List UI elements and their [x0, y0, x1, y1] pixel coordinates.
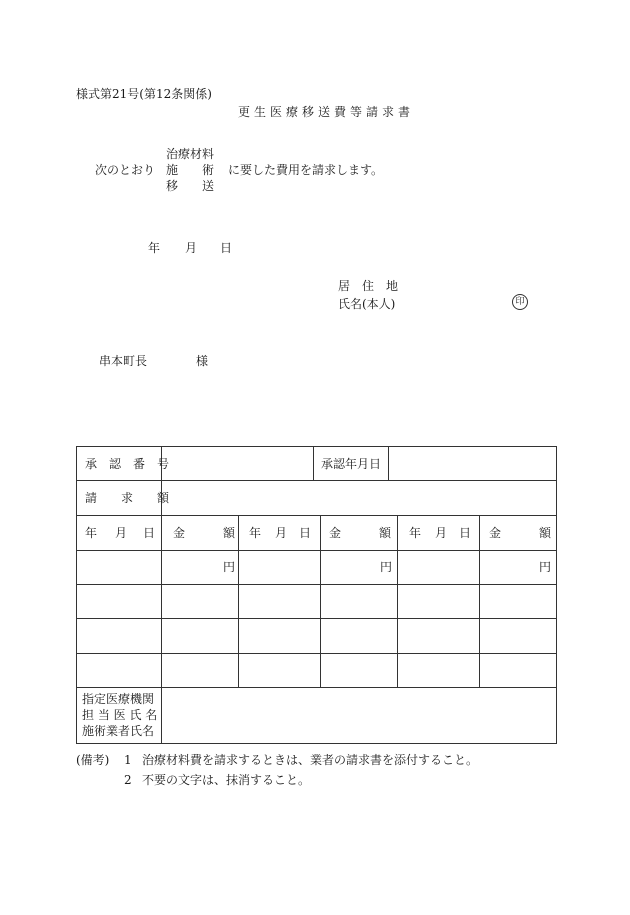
- table-rule: [77, 687, 556, 688]
- table-rule: [77, 480, 556, 481]
- table-rule: [313, 447, 314, 480]
- intro-option-materials: 治療材料: [166, 147, 215, 161]
- address-label: 居 住 地: [338, 279, 399, 293]
- col-month-1: 月: [115, 526, 128, 540]
- col-year-2: 年: [249, 526, 262, 540]
- note-2-number: 2: [124, 773, 132, 787]
- col-amount-3a: 金: [489, 526, 502, 540]
- table-rule: [388, 447, 389, 480]
- date-year-label: 年: [148, 241, 161, 255]
- col-day-3: 日: [459, 526, 472, 540]
- col-day-2: 日: [299, 526, 312, 540]
- date-month-label: 月: [185, 241, 198, 255]
- table-rule: [238, 515, 239, 687]
- table-rule: [77, 584, 556, 585]
- claim-table: [76, 446, 557, 744]
- yen-unit-1: 円: [223, 560, 236, 574]
- table-rule: [77, 653, 556, 654]
- name-label: 氏名(本人): [338, 297, 396, 311]
- form-title: 更生医療移送費等請求書: [238, 105, 415, 119]
- table-rule: [77, 550, 556, 551]
- addressee-honorific: 様: [196, 354, 209, 368]
- note-1-text: 治療材料費を請求するときは、業者の請求書を添付すること。: [142, 753, 479, 767]
- intro-prefix: 次のとおり: [95, 163, 156, 177]
- col-month-3: 月: [435, 526, 448, 540]
- approval-date-label: 承認年月日: [321, 457, 382, 471]
- col-year-1: 年: [85, 526, 98, 540]
- note-1-number: 1: [124, 753, 132, 767]
- addressee-name: 串本町長: [99, 354, 148, 368]
- date-day-label: 日: [220, 241, 233, 255]
- col-month-2: 月: [275, 526, 288, 540]
- claim-amount-label: 請 求 額: [85, 491, 170, 505]
- table-rule: [77, 515, 556, 516]
- notes-label: (備考): [76, 753, 110, 767]
- col-day-1: 日: [143, 526, 156, 540]
- intro-suffix: に要した費用を請求します。: [228, 163, 384, 177]
- table-rule: [320, 515, 321, 687]
- intro-option-treatment: 施 術: [166, 163, 215, 177]
- approval-number-label: 承 認 番 号: [85, 457, 170, 471]
- col-amount-2b: 額: [379, 526, 392, 540]
- practitioner-name-label: 施術業者氏名: [82, 724, 155, 738]
- yen-unit-2: 円: [380, 560, 393, 574]
- col-year-3: 年: [409, 526, 422, 540]
- table-rule: [397, 515, 398, 687]
- seal-mark: 印: [512, 294, 528, 310]
- intro-option-transport: 移 送: [166, 179, 215, 193]
- note-2-text: 不要の文字は、抹消すること。: [142, 773, 311, 787]
- doctor-name-label: 担 当 医 氏 名: [82, 708, 158, 722]
- form-number: 様式第21号(第12条関係): [76, 87, 212, 101]
- table-rule: [77, 618, 556, 619]
- col-amount-1b: 額: [223, 526, 236, 540]
- col-amount-3b: 額: [539, 526, 552, 540]
- yen-unit-3: 円: [539, 560, 552, 574]
- col-amount-1a: 金: [173, 526, 186, 540]
- institution-label: 指定医療機関: [82, 692, 155, 706]
- table-rule: [479, 515, 480, 687]
- col-amount-2a: 金: [329, 526, 342, 540]
